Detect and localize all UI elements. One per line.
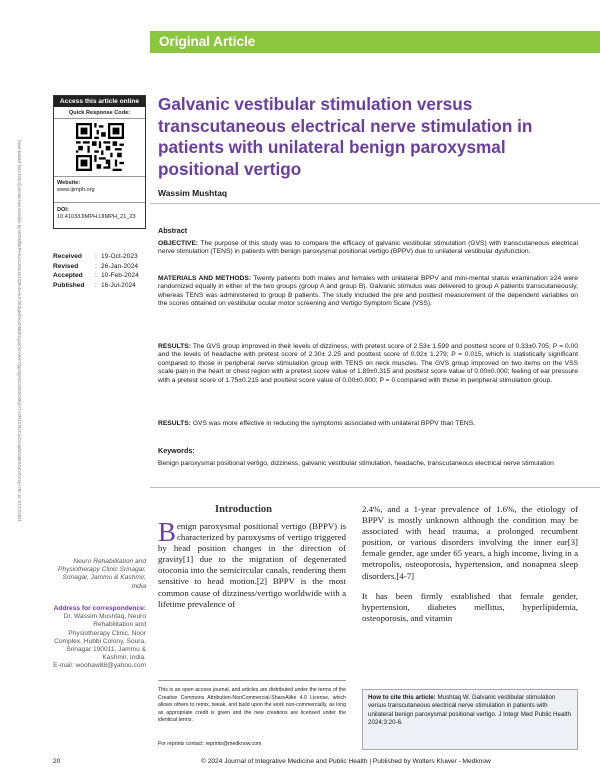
author-name: Wassim Mushtaq — [158, 188, 228, 198]
qr-code-icon[interactable] — [76, 123, 124, 171]
date-row — [53, 271, 139, 281]
introduction-heading: Introduction — [215, 504, 272, 515]
download-watermark — [8, 140, 28, 680]
website-label: Website: — [57, 180, 81, 186]
article-type-banner — [150, 31, 600, 53]
date-colon: : — [95, 262, 97, 270]
download-note: Downloaded from http://journals.lww.com/ijim by BhDMf5ePHKav1zEoum1tQfN4a+kJLhEZgbsIHo4XMi0hCywCX1AWnYQp/IlQrHD3i3D0OdRyi7TvSFl4Cf3VC4/OAVpDDa8KKGKV0Ymy+78= on 07/17/2024 — [17, 140, 22, 522]
date-colon: : — [95, 272, 97, 279]
intro-col1-text: enign paroxysmal positional vertigo (BPPV) is characterized by paroxysms of vertigo triggered by head position changes in the direction of gravity[1] due to the migration of degenerated otoconia into the semicircular canals, rendering them sensitive to head motion.[2] BPPV is the most common cause of dizziness/vertigo worldwide with a lifetime prevalence of — [158, 521, 346, 609]
article-title: Galvanic vestibular stimulation versus transcutaneous electrical nerve stimulation in patients with unilateral benign paroxysmal positional vertigo — [158, 94, 533, 179]
abstract-results — [158, 343, 578, 385]
divider — [54, 176, 145, 177]
cite-label: How to cite this article: — [368, 694, 436, 701]
date-row — [53, 281, 139, 291]
affiliation: Neuro Rehabilitation and Physiotherapy Clinic Srinagar, Srinagar, Jammu & Kashmir, India — [58, 558, 146, 590]
objective-label: OBJECTIVE: — [158, 240, 199, 247]
intro-col2-para2: It has been firmly established that female gender, hypertension, diabetes mellitus, hyperlipidemia, osteoporosis, and vitamin — [362, 590, 578, 623]
abstract-heading: Abstract — [158, 226, 188, 235]
results-text: The GVS group improved in their levels of dizziness, with pretest score of 2.53± 1.599 and posttest score of 0.33±0.705; P = 0.00 and the levels of headache with pretest score of 2.30± 2.25 and posttest score of 0.92± 1.279; P = 0.015, which is statistically significant compared to those in peripheral nerve stimulation group with TENS on neck muscles. The GVS group improved on two items on the VSS scale pain in the heart or chest region with a pretest score value of 1.89±0.315 and posttest score value of 0.00±0.000; feeling of ear pressure with a pretest score of 1.75±0.215 and posttest score value of 0.00±0.000; P = 0 compared with those in peripheral stimulation group. — [158, 343, 578, 384]
date-value: 10-Feb-2024 — [101, 272, 139, 279]
date-label: Accepted — [53, 272, 83, 279]
date-colon: : — [95, 281, 97, 289]
dates-block — [53, 252, 139, 290]
correspondence-block — [53, 605, 146, 671]
date-value: 19-Oct-2023 — [101, 253, 138, 260]
divider — [54, 202, 145, 203]
cite-text: Mushtaq W. Galvanic vestibular stimulation versus transcutaneous electrical nerve stimulation in patients with unilateral benign paroxysmal positional vertigo. J Integr Med Public Health 2024;3:20-6. — [368, 694, 571, 726]
keywords-text: Benign paroxysmal positional vertigo, dizziness, galvanic vestibular stimulation, headache, transcutaneous electrical nerve stimulation — [158, 460, 554, 467]
doi-link[interactable]: 10.4103/IJIMPH.IJIMPH_21_23 — [57, 214, 136, 220]
methods-label: MATERIALS AND METHODS: — [158, 275, 252, 282]
abstract-methods — [158, 275, 578, 309]
keywords-heading: Keywords: — [158, 446, 195, 455]
results2-text: GVS was more effective in reducing the symptoms associated with unilateral BPPV than TENS. — [192, 420, 476, 427]
date-value: 16-Jul-2024 — [101, 281, 136, 289]
drop-cap: B — [158, 517, 177, 547]
correspondence-body: Dr. Wassim Mushtaq, Neuro Rehabilitation and Physiotherapy Clinic, Noor Complex, Hubbi Colony, Soura, Srinagar 190011, Jammu & Kashmir, India. — [54, 613, 146, 662]
intro-col2-para1: 2.4%, and a 1-year prevalence of 1.6%, the etiology of BPPV is mostly unknown although the condition may be associated with head trauma, a prolonged recumbent position, or various disorders involving the inner ear[3] female gender, age under 65 years, a high income, living in a metropolis, osteoporosis, hypertension, and nonapnea sleep disorders.[4-7] — [362, 504, 578, 581]
date-row — [53, 262, 139, 272]
date-value: 26-Jan-2024 — [101, 262, 139, 270]
correspondence-heading: Address for correspondence: — [53, 605, 146, 612]
doi-block — [57, 207, 136, 221]
date-label: Received — [53, 253, 82, 260]
results2-label: RESULTS: — [158, 420, 191, 427]
page-number: 20 — [53, 758, 61, 765]
date-label: Published — [53, 281, 85, 289]
reprints-contact: For reprints contact: reprints@medknow.com — [158, 741, 262, 747]
methods-text: Twenty patients both males and females with unilateral BPPV and mini-mental status examination ≥24 were randomized equally in either of the two groups (group A and group B). Galvanic stimulus was delivered to group A patients transcutaneously, whereas TENS was administered to group B patients. The study included the pre and posttest measurement of the dependent variables on the scores obtained on vestibular ocular motor screening and Vertigo Symptom Scale (VSS). — [158, 275, 578, 308]
divider — [150, 203, 600, 204]
date-row — [53, 252, 139, 262]
article-type-label: Original Article — [159, 34, 256, 49]
access-header: Access this article online — [54, 96, 145, 107]
objective-text: The purpose of this study was to compare the efficacy of galvanic vestibular stimulation (GVS) with transcutaneous electrical nerve stimulation (TENS) in patients with benign paroxysmal positional vertigo (BPPV) due to unilateral vestibular dysfunction. — [158, 240, 578, 256]
intro-column-2 — [362, 504, 578, 633]
intro-column-1 — [158, 517, 346, 610]
footer-text: © 2024 Journal of Integrative Medicine and Public Health | Published by Wolters Kluwer - Medknow — [201, 758, 491, 765]
access-box — [53, 95, 146, 229]
date-colon: : — [95, 253, 97, 260]
website-link[interactable]: www.ijimph.org — [57, 187, 95, 193]
abstract-objective — [158, 240, 578, 257]
website-block — [57, 180, 95, 194]
abstract-conclusion — [158, 420, 578, 428]
correspondence-email[interactable]: E-mail: woohaw88@yahoo.com — [53, 662, 146, 670]
doi-label: DOI: — [57, 207, 69, 213]
license-notice: This is an open access journal, and articles are distributed under the terms of the Creative Commons Attribution-NonCommercial-ShareAlike 4.0 License, which allows others to remix, tweak, and build upon the work non-commercially, as long as appropriate credit is given and the new creations are licensed under the identical terms. — [158, 680, 346, 725]
divider — [150, 487, 600, 488]
citation-box — [362, 689, 578, 750]
qr-label: Quick Response Code: — [54, 107, 145, 119]
date-label: Revised — [53, 262, 79, 270]
results-label: RESULTS: — [158, 343, 191, 350]
